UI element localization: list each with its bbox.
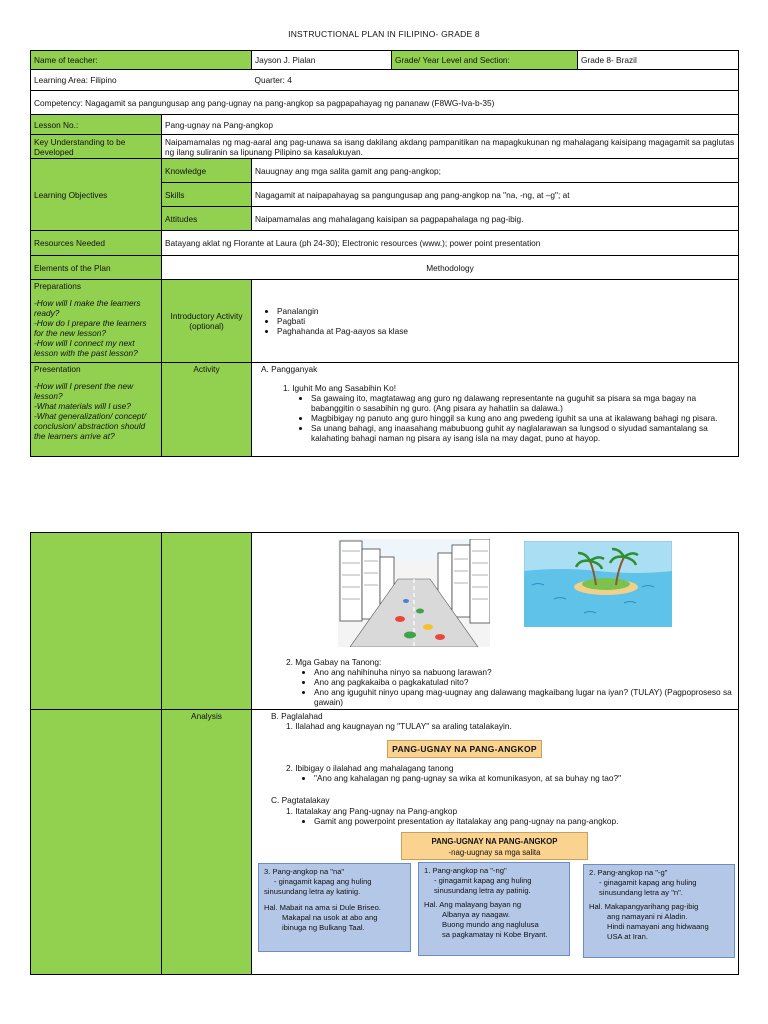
card-example: sa pagkamatay ni Kobe Bryant. [442,930,548,939]
objective-attitudes-label: Attitudes [162,207,252,231]
preparations-question: -How do I prepare the learners for the new lesson? [34,318,147,338]
objective-knowledge-value: Nauugnay ang mga salita gamit ang pang-angkop; [252,159,739,183]
empty-green-cell [31,533,162,710]
lesson-value: Pang-ugnay na Pang-angkop [162,115,739,135]
card-line: 3. Pang-angkop na "na" [264,867,345,876]
card-example: Makapal na usok at abo ang [282,913,378,922]
presentation-question: -What generalization/ concept/ conclusion/ abstraction should the learners arrive at? [34,411,147,441]
section-a: A. Pangganyak [261,364,318,374]
resources-value: Batayang aklat ng Florante at Laura (ph 24-30); Electronic resources (www.); power point presentation [162,231,739,256]
key-value: Naipamamalas ng mag-aaral ang pag-unawa sa isang dakilang akdang pampanitikan na mapagkukunan ng mahalagang kaisipang magagamit sa paglutas ng ilang suliranin sa lipunang Pilipino sa kasalukuyan. [162,135,739,159]
preparations-cell [31,280,162,363]
quarter: Quarter: 4 [252,70,739,91]
competency: Competency: Nagagamit sa pangungusap ang pang-ugnay na pang-angkop sa pagpapahayag ng pananaw (F8WG-Iva-b-35) [31,91,739,115]
card-line: - ginagamit kapag ang huling [599,878,697,887]
list-item: • Ano ang nahihinuha ninyo sa nabuong larawan? [314,667,739,677]
preparations-question: -How will I connect my next lesson with the past lesson? [34,338,138,358]
discussion-item-1: 1. Itatalakay ang Pang-ugnay na Pang-angkop [286,806,458,816]
teacher-label: Name of teacher: [31,51,252,70]
list-item: • Panalangin [277,306,735,316]
list-item: • Sa gawaing ito, magtatawag ang guro ng dalawang representante na guguhit sa pisara sa mga bagay na babanggitin o sasabihin ng guro. (Ang pisara ay hahatiin sa dalawa.) [311,393,735,413]
section-c: C. Pagtatalakay [271,795,330,805]
introductory-stage: Introductory Activity (optional) [162,280,252,363]
card-example: Buong mundo ang naglulusa [442,920,539,929]
card-example: USA at Iran. [607,932,648,941]
preparations-activities [252,280,739,363]
card-example: ang namayani ni Aladin. [607,912,688,921]
empty-green-cell [31,710,162,975]
card-line: 1. Pang-angkop na "-ng" [424,866,507,875]
analysis-item-2: 2. Ibibigay o ilalahad ang mahalagang tanong [286,763,454,773]
activity-item-1: 1. Iguhit Mo ang Sasabihin Ko! [283,383,397,393]
card-line: sinusundang letra ay patinig. [434,886,531,895]
preparations-question: -How will I make the learners ready? [34,298,141,318]
card-line: - ginagamit kapag ang huling [274,877,372,886]
methodology-header: Methodology [162,256,739,280]
list-item: • Gamit ang powerpoint presentation ay itatalakay ang pang-ugnay na pang-angkop. [314,816,739,826]
list-item: • Ano ang iguguhit ninyo upang mag-uugnay ang dalawang magkaibang lugar na iyan? (TULAY) (Pagpoproseso sa gawain) [314,687,739,707]
plan-table-page1 [30,50,739,457]
analysis-stage: Analysis [162,710,252,975]
presentation-title: Presentation [34,364,81,374]
objective-attitudes-value: Naipamamalas ang mahalagang kaisipan sa pagpapahalaga ng pag-ibig. [252,207,739,231]
presentation-question: -How will I present the new lesson? [34,381,134,401]
presentation-cell [31,363,162,457]
analysis-content [252,710,739,975]
presentation-question: -What materials will I use? [34,401,131,411]
list-item: • "Ano ang kahalagan ng pang-ugnay sa wika at komunikasyon, at sa buhay ng tao?" [314,773,739,783]
definition-title: PANG-UGNAY NA PANG-ANGKOP [431,837,558,846]
learning-area: Learning Area: Filipino [31,70,252,91]
card-example: Hal. Ang malayang bayan ng [424,900,522,909]
pang-angkop-card-g [583,864,735,958]
pang-angkop-card-ng [418,862,570,956]
list-item: • Ano ang pagkakaiba o pagkakatulad nito? [314,677,739,687]
list-item: • Sa unang bahagi, ang inaasahang mabubuong guhit ay naglalarawan sa lungsod o siyudad samantalang sa kalahating bahagi naman ng pisara ay isang isla na may dagat, puno at hayop. [311,423,735,443]
card-line: - ginagamit kapag ang huling [434,876,532,885]
city-street-illustration [338,539,490,647]
definition-subtitle: -nag-uugnay sa mga salita [448,848,541,857]
card-example: ibinuga ng Bulkang Taal. [282,923,365,932]
lesson-label: Lesson No.: [31,115,162,135]
page-title: INSTRUCTIONAL PLAN IN FILIPINO- GRADE 8 [288,29,480,39]
list-item: • Paghahanda at Pag-aayos sa klase [277,326,735,336]
activity-content [252,363,739,457]
objectives-label: Learning Objectives [31,159,162,231]
guide-content [252,533,739,710]
teacher-value: Jayson J. Pialan [252,51,392,70]
definition-box [401,832,588,860]
list-item: • Magbibigay ng panuto ang guro hinggil sa kung ano ang pwedeng iguhit sa una at ikalawang bahagi ng pisara. [311,413,735,423]
island-illustration [524,541,672,627]
pang-angkop-card-na [258,863,411,952]
list-item: • Pagbati [277,316,735,326]
card-example: Hal. Mabait na ama si Dule Briseo. [264,903,381,912]
guide-questions-heading: 2. Mga Gabay na Tanong: [286,657,382,667]
objective-knowledge-label: Knowledge [162,159,252,183]
preparations-title: Preparations [34,281,82,291]
objective-skills-label: Skills [162,183,252,207]
topic-banner: PANG-UGNAY NA PANG-ANGKOP [387,740,542,758]
analysis-item-1: 1. Ilalahad ang kaugnayan ng "TULAY" sa araling tatalakayin. [286,721,512,731]
key-label: Key Understanding to be Developed [31,135,162,159]
card-example: Albanya ay naagaw. [442,910,510,919]
plan-table-page2 [30,532,739,975]
card-example: Hal. Makapangyarihang pag-ibig [589,902,699,911]
activity-stage: Activity [162,363,252,457]
grade-value: Grade 8- Brazil [578,51,739,70]
elements-label: Elements of the Plan [31,256,162,280]
card-line: sinusundang letra ay katinig. [264,887,361,896]
resources-label: Resources Needed [31,231,162,256]
card-line: 2. Pang-angkop na "-g" [589,868,668,877]
card-example: Hindi namayani ang hidwaang [607,922,709,931]
empty-stage-cell [162,533,252,710]
section-b: B. Paglalahad [271,711,323,721]
grade-label: Grade/ Year Level and Section: [392,51,578,70]
objective-skills-value: Nagagamit at naipapahayag sa pangungusap ang pang-angkop na "na, -ng, at –g"; at [252,183,739,207]
card-line: sinusundang letra ay "n". [599,888,683,897]
